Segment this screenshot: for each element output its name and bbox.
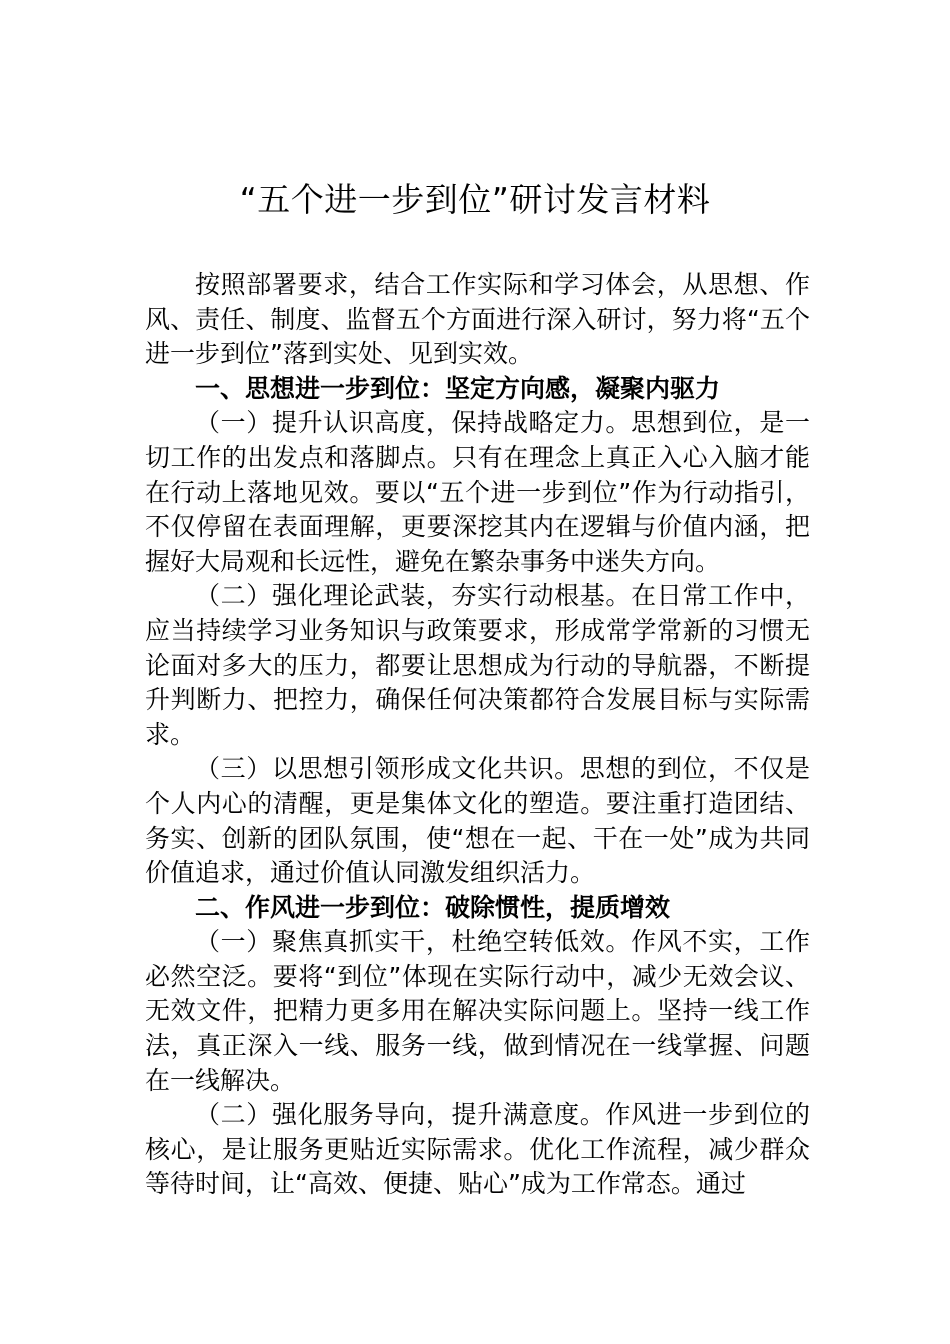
section-heading-1: 一、思想进一步到位：坚定方向感，凝聚内驱力 <box>195 373 721 403</box>
intro-paragraph: 按照部署要求，结合工作实际和学习体会，从思想、作风、责任、制度、监督五个方面进行深入研讨，努力将“五个进一步到位”落到实处、见到实效。 <box>145 270 810 369</box>
section-1-paragraph-1: （一）提升认识高度，保持战略定力。思想到位，是一切工作的出发点和落脚点。只有在理念上真正入心入脑才能在行动上落地见效。要以“五个进一步到位”作为行动指引，不仅停留在表面理解，更要深挖其内在逻辑与价值内涵，把握好大局观和长远性，避免在繁杂事务中迷失方向。 <box>145 408 810 576</box>
section-heading-2: 二、作风进一步到位：破除惯性，提质增效 <box>195 892 671 922</box>
section-2-paragraph-1: （一）聚焦真抓实干，杜绝空转低效。作风不实，工作必然空泛。要将“到位”体现在实际行动中，减少无效会议、无效文件，把精力更多用在解决实际问题上。坚持一线工作法，真正深入一线、服务一线，做到情况在一线掌握、问题在一线解决。 <box>145 927 810 1095</box>
section-2-paragraph-2: （二）强化服务导向，提升满意度。作风进一步到位的核心，是让服务更贴近实际需求。优化工作流程，减少群众等待时间，让“高效、便捷、贴心”成为工作常态。通过 <box>145 1100 810 1199</box>
document-body <box>145 268 810 1202</box>
section-1-paragraph-3: （三）以思想引领形成文化共识。思想的到位，不仅是个人内心的清醒，更是集体文化的塑造。要注重打造团结、务实、创新的团队氛围，使“想在一起、干在一处”成为共同价值追求，通过价值认同激发组织活力。 <box>145 754 810 888</box>
document-title: “五个进一步到位”研讨发言材料 <box>239 180 711 219</box>
section-1-paragraph-2: （二）强化理论武装，夯实行动根基。在日常工作中，应当持续学习业务知识与政策要求，形成常学常新的习惯无论面对多大的压力，都要让思想成为行动的导航器，不断提升判断力、把控力，确保任何决策都符合发展目标与实际需求。 <box>145 581 810 749</box>
